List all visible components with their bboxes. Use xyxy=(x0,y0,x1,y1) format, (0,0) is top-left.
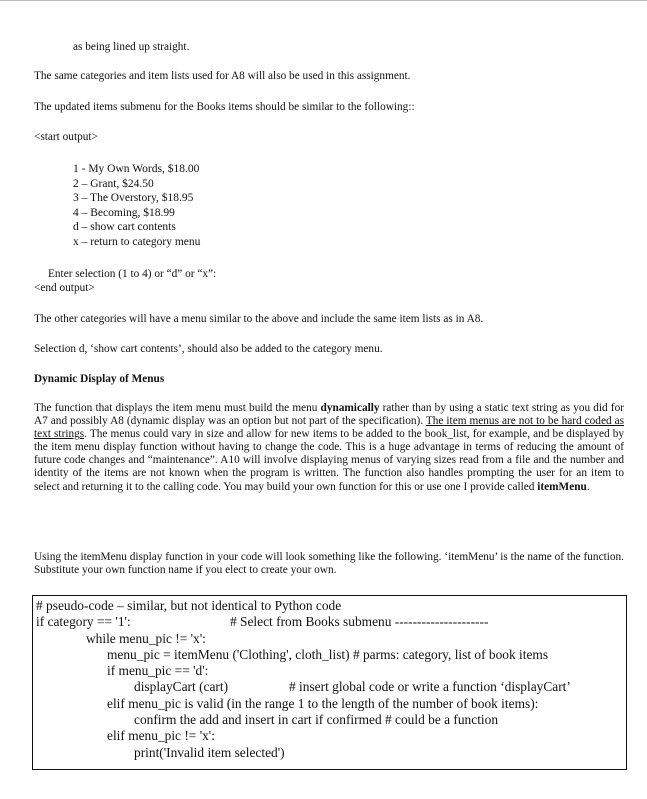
enter-selection-prompt: Enter selection (1 to 4) or “d” or “x”: xyxy=(48,268,217,280)
top-divider xyxy=(0,0,647,1)
other-categories-text: The other categories will have a menu similar to the above and include the same item lists as in A8. xyxy=(34,313,484,325)
code-line: menu_pic = itemMenu ('Clothing', cloth_list) # parms: category, list of book items xyxy=(107,646,549,662)
paragraph-text: . xyxy=(586,480,590,493)
code-text: displayCart (cart) xyxy=(134,679,229,695)
code-line: elif menu_pic != 'x': xyxy=(107,728,215,744)
code-line: elif menu_pic is valid (in the range 1 to the length of the number of book items): xyxy=(107,695,539,711)
bold-dynamically: dynamically xyxy=(320,402,380,414)
code-line xyxy=(36,614,626,630)
code-line: while menu_pic != 'x': xyxy=(86,630,206,646)
code-line: # pseudo-code – similar, but not identical to Python code xyxy=(36,598,342,613)
code-comment: # insert global code or write a function ‘displayCart’ xyxy=(289,679,571,695)
using-itemmenu-paragraph: Using the itemMenu display function in your code will look something like the following. ‘itemMenu’ is the name of the function. Substitute your own function name if you elect to create your own. xyxy=(34,551,624,577)
menu-line: 3 – The Overstory, $18.95 xyxy=(73,192,194,205)
updated-items-text: The updated items submenu for the Books items should be similar to the following:: xyxy=(34,101,415,113)
books-item-menu xyxy=(73,162,200,250)
start-output-marker: <start output> xyxy=(34,131,98,143)
code-comment: # Select from Books submenu --------------------- xyxy=(230,614,489,630)
menu-line: 1 - My Own Words, $18.00 xyxy=(73,163,200,175)
bold-itemmenu: itemMenu xyxy=(537,480,587,493)
dynamic-display-paragraph xyxy=(34,402,624,494)
underlined-requirement: The item menus are not to be hard coded as text strings xyxy=(34,415,625,441)
same-categories-text: The same categories and item lists used for A8 will also be used in this assignment. xyxy=(34,70,411,82)
pseudo-code-box xyxy=(32,595,627,770)
end-output-marker: <end output> xyxy=(34,282,95,294)
paragraph-text: The function that displays the item menu must build the menu xyxy=(34,402,321,414)
paragraph-text: rather than by using a static text string as you did for A7 and possibly A8 (dynamic display was an option but not part of the specification). xyxy=(34,402,624,428)
code-text: if category == '1': xyxy=(36,614,131,630)
menu-line: x – return to category menu xyxy=(73,235,201,248)
code-line: if menu_pic == 'd': xyxy=(107,663,209,679)
intro-line: as being lined up straight. xyxy=(73,41,190,53)
selection-d-text: Selection d, ‘show cart contents’, should also be added to the category menu. xyxy=(34,343,383,355)
code-line xyxy=(36,679,626,695)
menu-line: 2 – Grant, $24.50 xyxy=(73,177,154,190)
code-line: print('Invalid item selected') xyxy=(134,744,285,760)
menu-line: 4 – Becoming, $18.99 xyxy=(73,206,175,219)
menu-line: d – show cart contents xyxy=(73,221,176,234)
code-line: confirm the add and insert in cart if confirmed # could be a function xyxy=(134,712,499,728)
section-heading: Dynamic Display of Menus xyxy=(34,373,165,385)
paragraph-text: . The menus could vary in size and allow for new items to be added to the book_list, for example, and be displayed by the item menu display function without having to change the code. This is a huge advantage in terms of reducing the amount of future code changes and “maintenance”. A10 will involve displaying menus of varying sizes read from a file and the number and identity of the items are not known when the program is written. The function also handles prompting the user for an item to select and returning it to the calling code. You may build your own function for this or use one I provide called xyxy=(34,428,624,493)
